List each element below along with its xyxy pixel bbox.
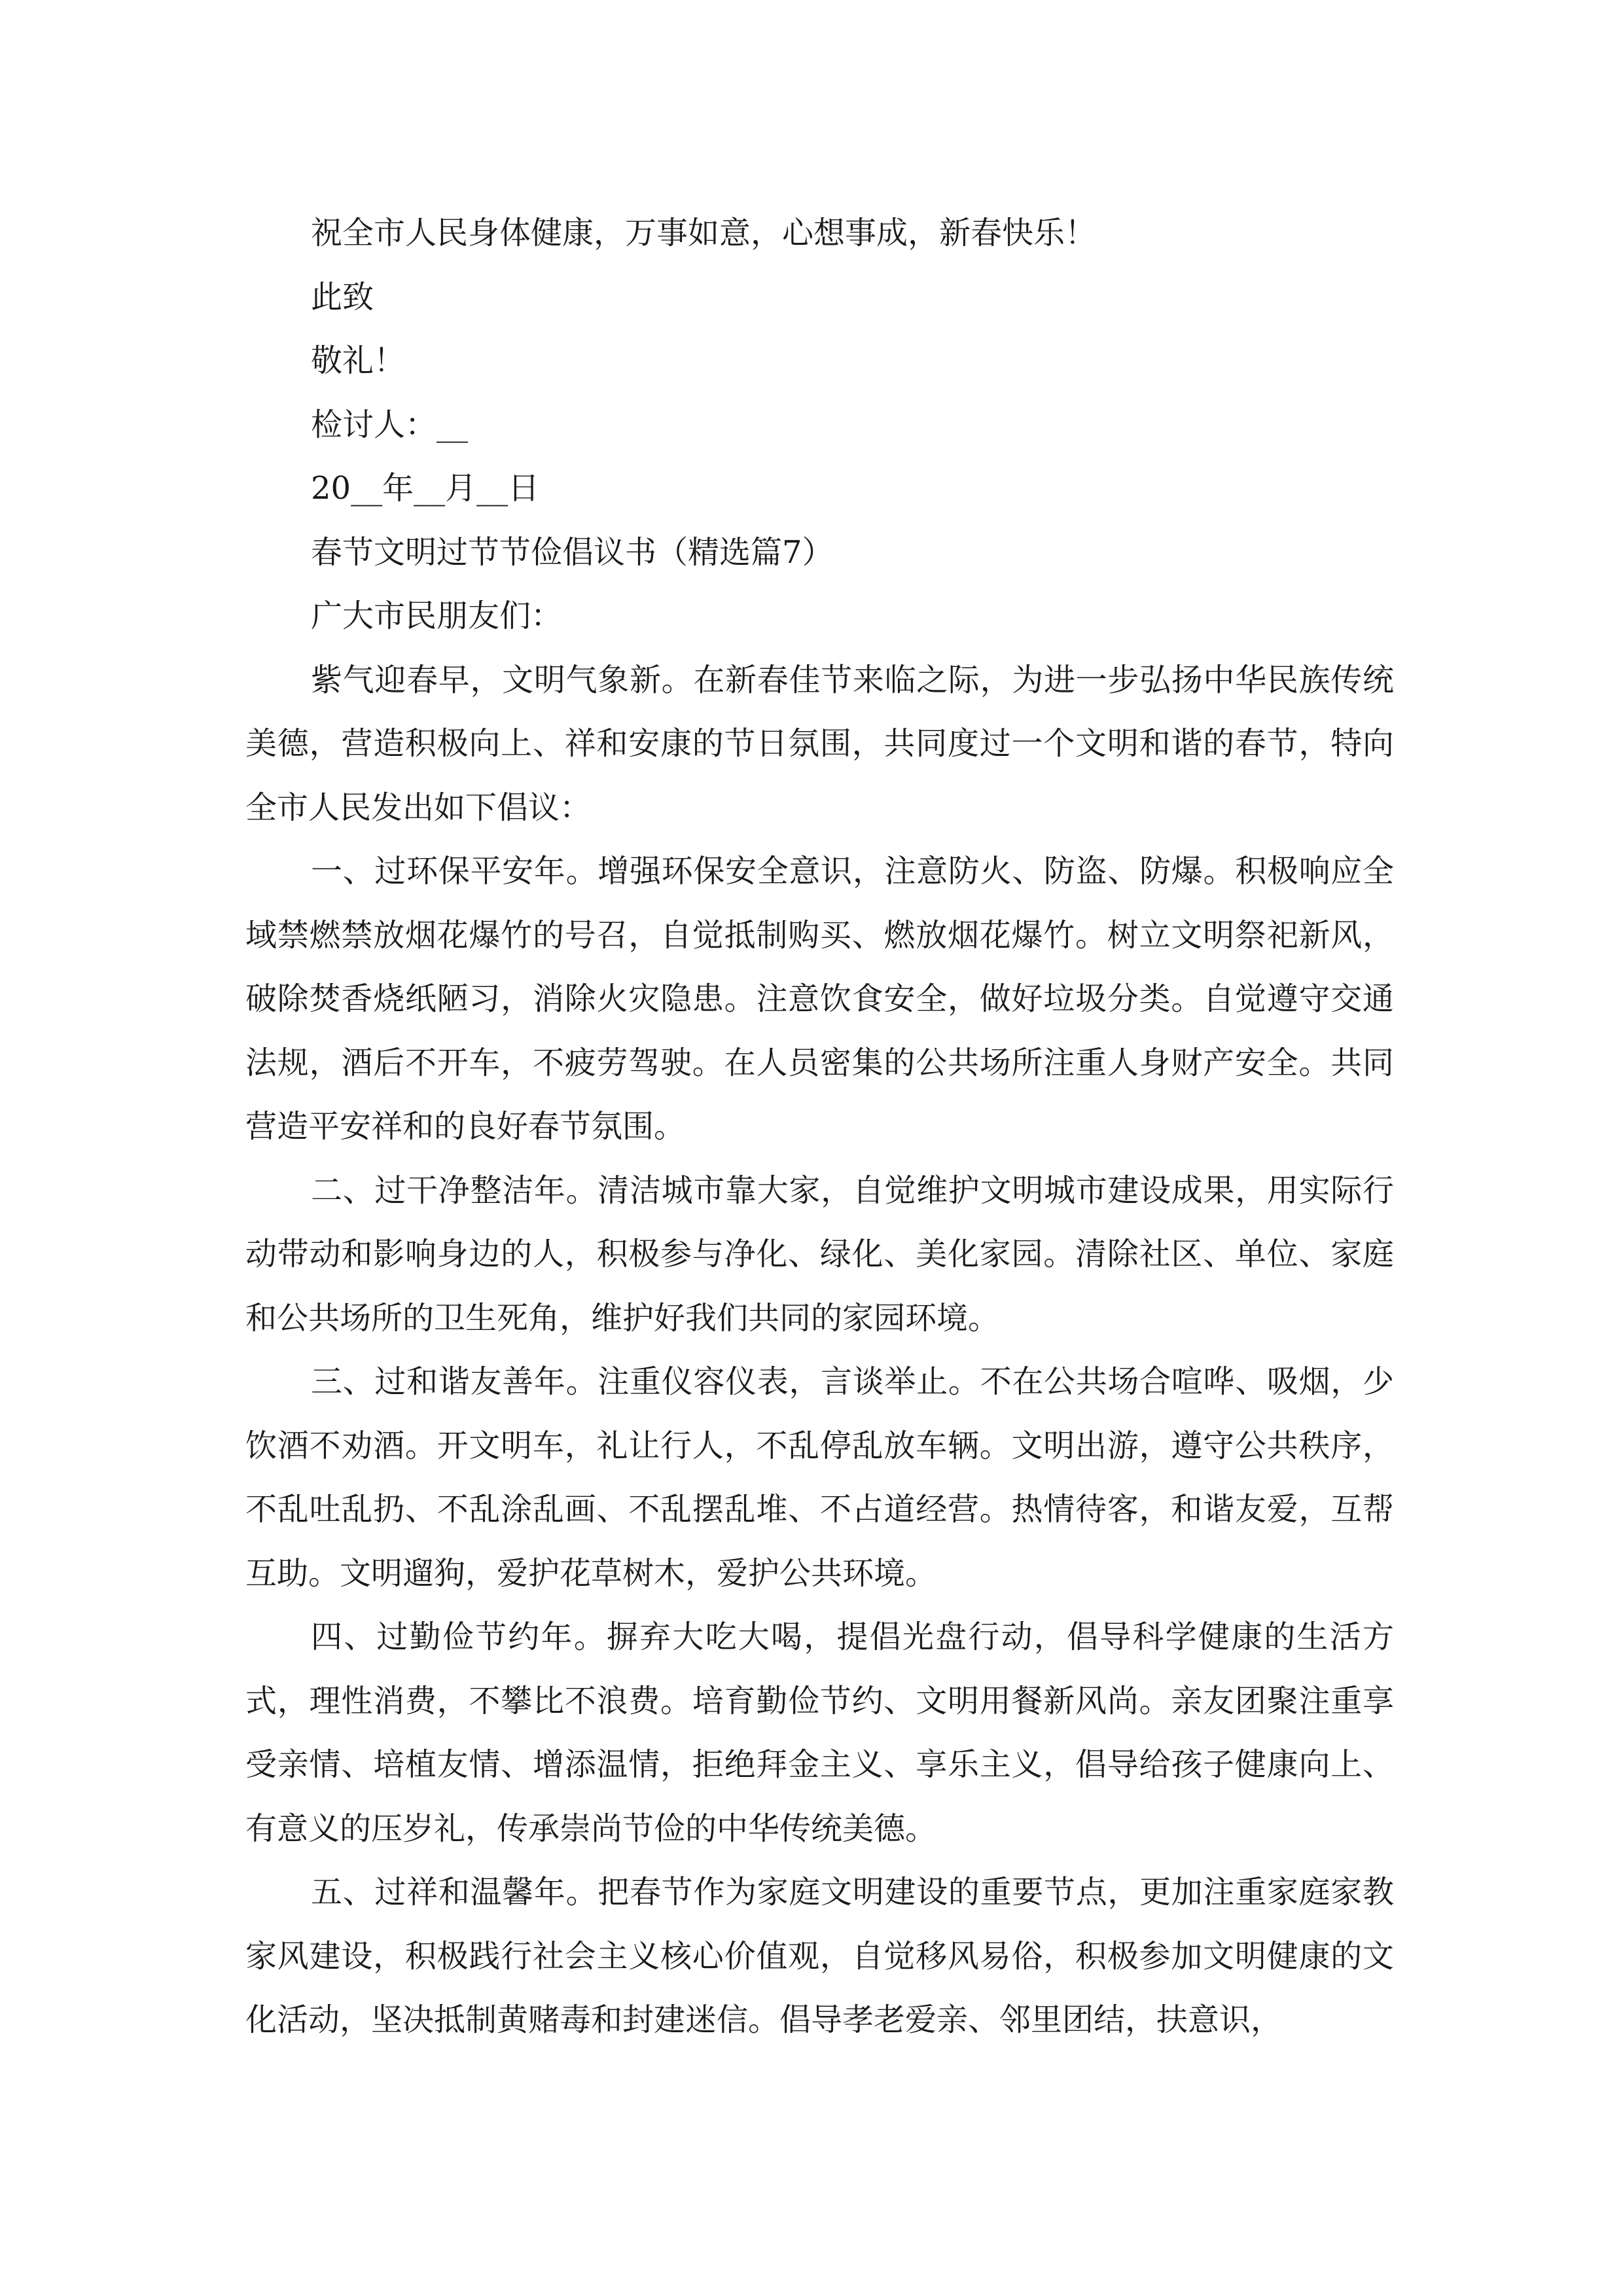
proposal-paragraph-4: 四、过勤俭节约年。摒弃大吃大喝，提倡光盘行动，倡导科学健康的生活方式，理性消费，不攀比不浪费。培育勤俭节约、文明用餐新风尚。亲友团聚注重享受亲情、培植友情、增添温情，拒绝拜金主义、享乐主义，倡导给孩子健康向上、有意义的压岁礼，传承崇尚节俭的中华传统美德。 [245,1619,1394,1847]
salutation-line: 敬礼！ [311,342,406,379]
addressee-line: 广大市民朋友们： [311,598,563,634]
proposal-paragraph-5: 五、过祥和温馨年。把春节作为家庭文明建设的重要节点，更加注重家庭家教家风建设，积极践行社会主义核心价值观，自觉移风易俗，积极参加文明健康的文化活动，坚决抵制黄赌毒和封建迷信。倡导孝老爱亲、邻里团结，扶意识， [245,1874,1394,2038]
date-line: 20__年__月__日 [311,470,540,507]
proposal-paragraph-3: 三、过和谐友善年。注重仪容仪表，言谈举止。不在公共场合喧哗、吸烟，少饮酒不劝酒。开文明车，礼让行人，不乱停乱放车辆。文明出游，遵守公共秩序，不乱吐乱扔、不乱涂乱画、不乱摆乱堆、不占道经营。热情待客，和谐友爱，互帮互助。文明遛狗，爱护花草树木，爱护公共环境。 [245,1363,1394,1592]
proposal-paragraph-2: 二、过干净整洁年。清洁城市靠大家，自觉维护文明城市建设成果，用实际行动带动和影响身边的人，积极参与净化、绿化、美化家园。清除社区、单位、家庭和公共场所的卫生死角，维护好我们共同的家园环境。 [245,1172,1394,1336]
greeting-line: 祝全市人民身体健康，万事如意，心想事成，新春快乐！ [311,215,1097,251]
closing-line: 此致 [311,278,374,315]
section-title: 春节文明过节节俭倡议书（精选篇7） [311,533,834,571]
document-body [245,202,1394,2053]
proposal-paragraph-1: 一、过环保平安年。增强环保安全意识，注意防火、防盗、防爆。积极响应全域禁燃禁放烟花爆竹的号召，自觉抵制购买、燃放烟花爆竹。树立文明祭祀新风，破除焚香烧纸陋习，消除火灾隐患。注意饮食安全，做好垃圾分类。自觉遵守交通法规，酒后不开车，不疲劳驾驶。在人员密集的公共场所注重人身财产安全。共同营造平安祥和的良好春节氛围。 [245,853,1394,1145]
signature-line: 检讨人：__ [311,406,469,443]
intro-paragraph: 紫气迎春早，文明气象新。在新春佳节来临之际，为进一步弘扬中华民族传统美德，营造积极向上、祥和安康的节日氛围，共同度过一个文明和谐的春节，特向全市人民发出如下倡议： [245,661,1394,826]
